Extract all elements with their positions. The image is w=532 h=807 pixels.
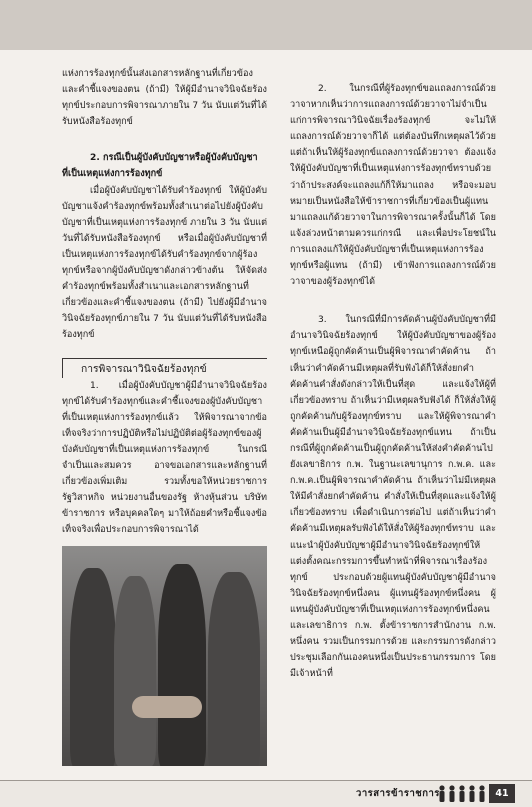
top-band: [0, 0, 532, 50]
heading-case-2-cont: ที่เป็นเหตุแห่งการร้องทุกข์: [62, 169, 163, 180]
heading-case-2: 2. กรณีเป็นผู้บังคับบัญชาหรือผู้บังคับบัญชา: [90, 153, 258, 164]
handshake-photo: [62, 546, 267, 766]
left-paragraph-1: แห่งการร้องทุกข์นั้นส่งเอกสารหลักฐานที่เกี่ยวข้องและคำชี้แจงของตน (ถ้ามี) ให้ผู้มีอำนาจวินิจฉัยร้องทุกข์ประกอบการพิจารณาภายใน 7 วัน นับแต่วันที่ได้รับหนังสือร้องทุกข์: [62, 69, 267, 128]
left-column: [62, 66, 267, 766]
section-heading: การพิจารณาวินิจฉัยร้องทุกข์: [62, 358, 267, 378]
page-number: 41: [489, 784, 515, 803]
figure-shape: [158, 564, 206, 766]
figure-shape: [70, 568, 116, 766]
left-paragraph-2: เมื่อผู้บังคับบัญชาได้รับคำร้องทุกข์ ให้ผู้บังคับบัญชาแจ้งคำร้องทุกข์พร้อมทั้งสำเนาต่อไปยังผู้บังคับบัญชาที่เป็นเหตุแห่งการร้องทุกข์ ภายใน 3 วัน นับแต่วันที่ได้รับหนังสือร้องทุกข์ หรือเมื่อผู้บังคับบัญชาที่เป็นเหตุแห่งการร้องทุกข์ได้รับคำร้องทุกข์จากผู้ร้องทุกข์หรือจากผู้บังคับบัญชาดังกล่าวข้างต้น ให้จัดส่งคำร้องทุกข์พร้อมทั้งสำเนาและเอกสารหลักฐานที่เกี่ยวข้องและคำชี้แจงของตน (ถ้ามี) ไปยังผู้มีอำนาจวินิจฉัยร้องทุกข์ภายใน 7 วัน นับแต่วันที่ได้รับหนังสือร้องทุกข์: [62, 185, 267, 341]
right-paragraph-2: 3. ในกรณีที่มีการคัดค้านผู้บังคับบัญชาที่มีอำนาจวินิจฉัยร้องทุกข์ ให้ผู้บังคับบัญชาของผู้ร้องทุกข์เหนือผู้ถูกคัดค้านเป็นผู้พิจารณาคำคัดค้าน ถ้าเห็นว่าคำคัดค้านมีเหตุผลที่รับฟังได้ก็ให้สั่งยกคำคัดค้านคำสั่งดังกล่าวให้เป็นที่สุด และแจ้งให้ผู้ที่เกี่ยวข้องทราบ ถ้าเห็นว่ามีเหตุผลรับฟังได้ ก็ให้สั่งให้ผู้ถูกคัดค้านกับผู้ร้องทุกข์ทราบ และให้ผู้พิจารณาคำคัดค้านเป็นผู้มีอำนาจวินิจฉัยร้องทุกข์แทน ถ้าเป็นกรณีที่ผู้ถูกคัดค้านเป็นผู้ถูกคัดค้านให้ส่งคำคัดค้านไปยังเลขาธิการ ก.พ. ในฐานะเลขานุการ ก.พ.ค. และ ก.พ.ค.เป็นผู้พิจารณาคำคัดค้าน ถ้าเห็นว่าไม่มีเหตุผลให้มีคำสั่งยกคำคัดค้าน คำสั่งให้เป็นที่สุดและแจ้งให้ผู้เกี่ยวข้องทราบ เพื่อดำเนินการต่อไป แต่ถ้าเห็นว่าคำคัดค้านมีเหตุผลรับฟังได้ให้สั่งให้ผู้ร้องทุกข์ทราบ และแนะนำผู้บังคับบัญชาผู้มีอำนาจวินิจฉัยร้องทุกข์ให้แต่งตั้งคณะกรรมการขึ้นทำหน้าที่พิจารณาเรื่องร้องทุกข์ ประกอบด้วยผู้แทนผู้บังคับบัญชาผู้มีอำนาจวินิจฉัยร้องทุกข์หนึ่งคน ผู้แทนผู้ร้องทุกข์หนึ่งคน ผู้แทนผู้บังคับบัญชาที่เป็นเหตุแห่งการร้องทุกข์หนึ่งคน และเลขาธิการ ก.พ. ตั้งข้าราชการสำนักงาน ก.พ. หนึ่งคน รวมเป็นกรรมการด้วย และกรรมการดังกล่าวประชุมเลือกกันเองคนหนึ่งเป็นประธานกรรมการ โดยมีเจ้าหน้าที่: [290, 315, 496, 680]
page: [0, 50, 532, 807]
figure-shape: [208, 572, 260, 766]
page-footer: [0, 780, 532, 807]
figure-shape: [114, 576, 156, 766]
right-paragraph-1: 2. ในกรณีที่ผู้ร้องทุกข์ขอแถลงการณ์ด้วยวาจาหากเห็นว่าการแถลงการณ์ด้วยวาจาไม่จำเป็นแก่การพิจารณาวินิจฉัยเรื่องร้องทุกข์ จะไม่ให้แถลงการณ์ด้วยวาจาก็ได้ แต่ต้องบันทึกเหตุผลไว้ด้วย แต่ถ้าเห็นให้ผู้ร้องทุกข์แถลงการณ์ด้วยวาจา ต้องแจ้งให้ผู้บังคับบัญชาที่เป็นเหตุแห่งการร้องทุกข์ทราบด้วยว่าถ้าประสงค์จะแถลงแก้ก็ให้มาแถลง หรือจะมอบหมายเป็นหนังสือให้ข้าราชการที่เกี่ยวข้องเป็นผู้แทนมาแถลงแก้ด้วยวาจาในการพิจารณาครั้งนั้นก็ได้ โดยแจ้งล่วงหน้าตามควรแก่กรณี และเพื่อประโยชน์ในการแถลงแก้ให้ผู้บังคับบัญชาที่เป็นเหตุแห่งการร้องทุกข์หรือผู้แทน (ถ้ามี) เข้าฟังการแถลงการณ์ด้วยวาจาของผู้ร้องทุกข์ได้: [290, 84, 496, 288]
right-column: [290, 81, 496, 682]
journal-title: วารสารข้าราชการ: [356, 788, 440, 799]
left-paragraph-3: 1. เมื่อผู้บังคับบัญชาผู้มีอำนาจวินิจฉัยร้องทุกข์ได้รับคำร้องทุกข์และคำชี้แจงของผู้บังคับบัญชาที่เป็นเหตุแห่งการร้องทุกข์แล้ว ให้พิจารณาจากข้อเท็จจริงว่าการปฏิบัติหรือไม่ปฏิบัติต่อผู้ร้องทุกข์ของผู้บังคับบัญชาที่เป็นเหตุแห่งการร้องทุกข์ ในกรณีจำเป็นและสมควร อาจขอเอกสารและหลักฐานที่เกี่ยวข้องเพิ่มเติม รวมทั้งขอให้หน่วยราชการ รัฐวิสาหกิจ หน่วยงานอื่นของรัฐ ห้างหุ้นส่วน บริษัท ข้าราชการ หรือบุคคลใดๆ มาให้ถ้อยคำหรือชี้แจงข้อเท็จจริงเพื่อประกอบการพิจารณาได้: [62, 380, 267, 536]
handshake-shape: [132, 696, 202, 718]
people-icon: [438, 784, 488, 804]
